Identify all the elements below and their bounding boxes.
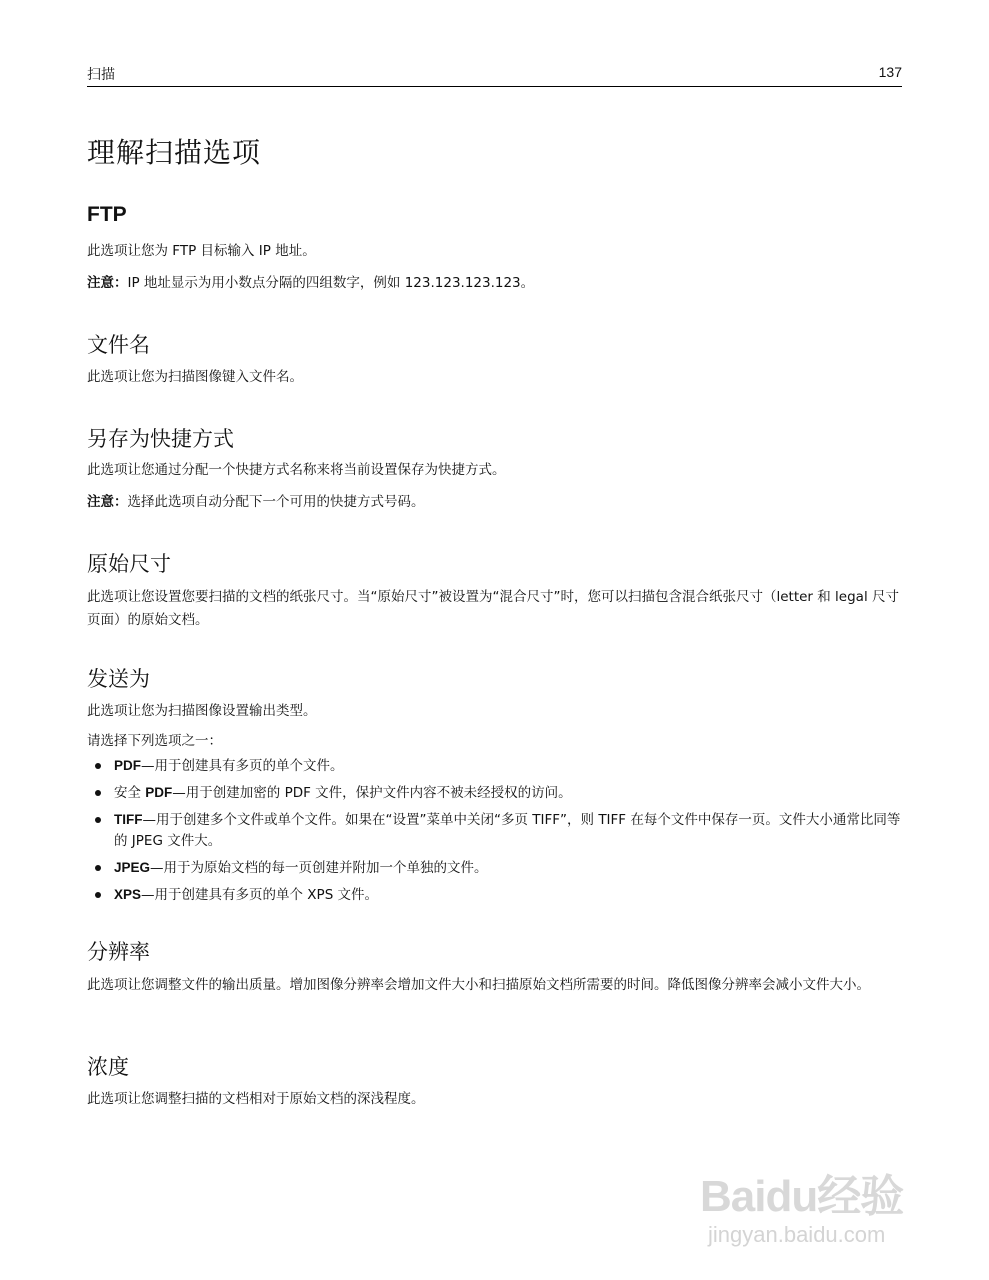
note-text: 选择此选项自动分配下一个可用的快捷方式号码。 (127, 494, 425, 510)
baidu-watermark (700, 1130, 940, 1270)
send-as-body: 此选项让您为扫描图像设置输出类型。 (87, 703, 317, 719)
resolution-heading: 分辨率 (87, 940, 150, 964)
page-header (87, 62, 902, 87)
page-title: 理解扫描选项 (87, 136, 262, 169)
send-as-heading: 发送为 (87, 667, 150, 691)
list-item: JPEG—用于为原始文档的每一页创建并附加一个单独的文件。 (87, 857, 902, 879)
original-size-heading: 原始尺寸 (87, 552, 171, 576)
note-label: 注意： (87, 275, 128, 291)
list-item: XPS—用于创建具有多页的单个 XPS 文件。 (87, 884, 902, 906)
darkness-heading: 浓度 (87, 1055, 129, 1079)
document-page (87, 0, 902, 1280)
bullet-icon (95, 892, 101, 898)
filename-heading: 文件名 (87, 333, 150, 357)
resolution-body: 此选项让您调整文件的输出质量。增加图像分辨率会增加文件大小和扫描原始文档所需要的时间。降低图像分辨率会减小文件大小。 (87, 977, 870, 993)
page-number: 137 (878, 64, 902, 80)
ftp-note (87, 272, 902, 295)
bullet-icon (95, 790, 101, 796)
bullet-icon (95, 763, 101, 769)
list-item: PDF—用于创建具有多页的单个文件。 (87, 755, 902, 777)
filename-body: 此选项让您为扫描图像键入文件名。 (87, 369, 303, 385)
list-item: 安全 PDF—用于创建加密的 PDF 文件，保护文件内容不被未经授权的访问。 (87, 782, 902, 804)
save-shortcut-heading: 另存为快捷方式 (87, 427, 234, 451)
send-as-intro: 请选择下列选项之一： (87, 733, 222, 749)
watermark-logo: Baidu经验 (700, 1172, 904, 1221)
original-size-body: 此选项让您设置您要扫描的文档的纸张尺寸。当“原始尺寸”被设置为“混合尺寸”时，您可以扫描包含混合纸张尺寸（letter 和 legal 尺寸页面）的原始文档。 (87, 589, 899, 628)
ftp-heading: FTP (87, 203, 127, 226)
save-shortcut-note (87, 491, 902, 514)
watermark-url: jingyan.baidu.com (708, 1222, 886, 1247)
note-text: IP 地址显示为用小数点分隔的四组数字，例如 123.123.123.123。 (127, 275, 535, 291)
send-as-options (87, 755, 902, 911)
bullet-icon (95, 817, 101, 823)
darkness-body: 此选项让您调整扫描的文档相对于原始文档的深浅程度。 (87, 1091, 425, 1107)
save-shortcut-body: 此选项让您通过分配一个快捷方式名称来将当前设置保存为快捷方式。 (87, 462, 506, 478)
ftp-body: 此选项让您为 FTP 目标输入 IP 地址。 (87, 243, 316, 259)
header-section: 扫描 (87, 67, 115, 83)
bullet-icon (95, 865, 101, 871)
list-item: TIFF—用于创建多个文件或单个文件。如果在“设置”菜单中关闭“多页 TIFF”，则 TIFF 在每个文件中保存一页。文件大小通常比同等的 JPEG 文件大。 (87, 809, 902, 852)
note-label: 注意： (87, 494, 128, 510)
